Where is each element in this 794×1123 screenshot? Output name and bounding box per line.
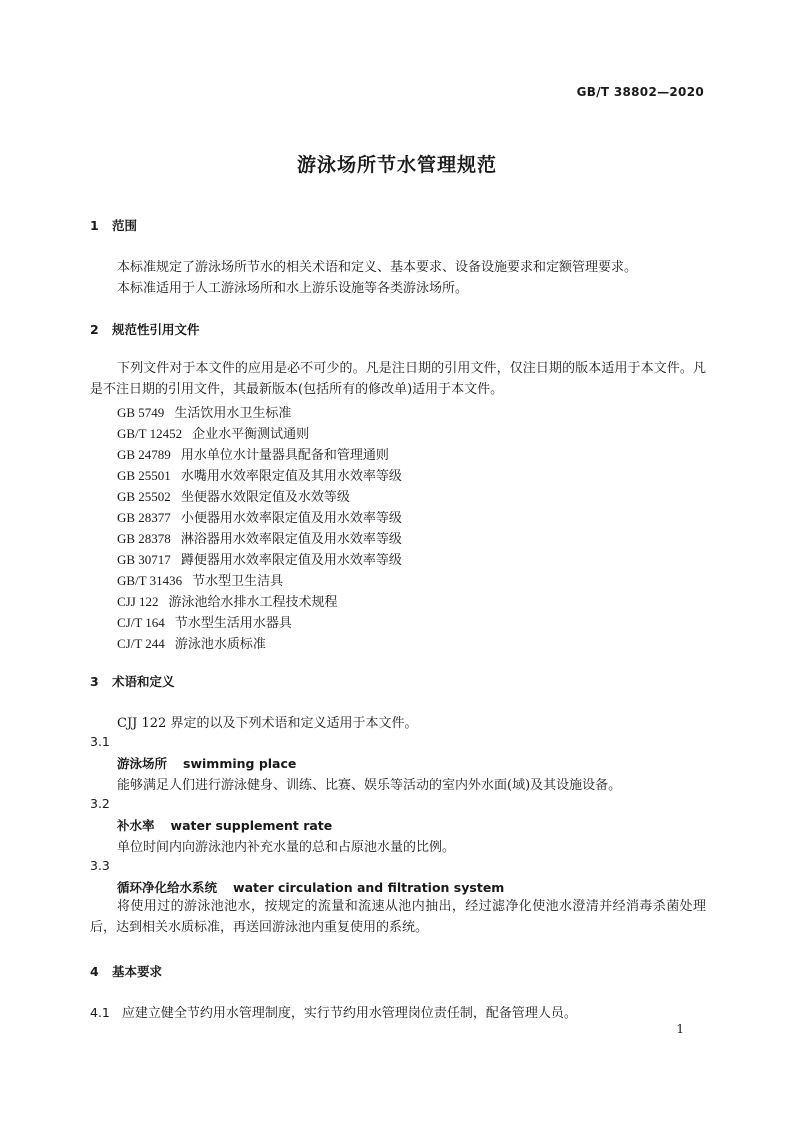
section-number: 2 [90,322,99,337]
term-heading [117,754,296,772]
reference-item [117,423,309,442]
reference-item [117,549,402,568]
reference-item [117,402,291,421]
section-number: 1 [90,218,99,233]
term-en: water circulation and filtration system [233,880,505,895]
clause-text: 应建立健全节约用水管理制度，实行节约用水管理岗位责任制，配备管理人员。 [121,1006,577,1021]
reference-item [117,486,350,505]
reference-code: GB 25501 [117,468,171,483]
clause-number: 4.1 [90,1005,110,1020]
term-definition: 单位时间内向游泳池内补充水量的总和占原池水量的比例。 [117,840,456,855]
section-title: 术语和定义 [112,674,175,689]
term-heading [117,816,332,834]
reference-code: CJJ 122 [117,594,159,609]
reference-code: CJ/T 244 [117,636,165,651]
section-1-heading [90,216,137,234]
reference-title: 小便器用水效率限定值及用水效率等级 [180,511,402,526]
reference-item [117,444,389,463]
reference-item [117,528,402,547]
reference-code: GB 28377 [117,510,171,525]
reference-code: GB/T 31436 [117,573,183,588]
reference-title: 坐便器水效限定值及水效等级 [180,490,350,505]
term-zh: 游泳场所 [117,756,168,771]
section-1-paragraph: 本标准适用于人工游泳场所和水上游乐设施等各类游泳场所。 [117,281,469,296]
term-zh: 循环净化给水系统 [117,880,218,895]
reference-item [117,591,338,610]
reference-title: 游泳池水质标准 [174,637,266,652]
reference-title: 生活饮用水卫生标准 [174,406,292,421]
reference-code: CJ/T 164 [117,615,165,630]
reference-title: 节水型生活用水器具 [174,616,292,631]
reference-title: 淋浴器用水效率限定值及用水效率等级 [180,532,402,547]
term-definition: 将使用过的游泳池池水，按规定的流量和流速从池内抽出，经过滤净化使池水澄清并经消毒杀菌处理后，达到相关水质标准，再送回游泳池内重复使用的系统。 [90,899,706,935]
term-number: 3.2 [90,796,110,811]
document-title: 游泳场所节水管理规范 [296,154,497,176]
clause-item [90,1002,577,1021]
reference-code: GB 25502 [117,489,171,504]
term-en: swimming place [183,756,297,771]
term-zh: 补水率 [117,818,155,833]
standard-code: GB/T 38802—2020 [576,85,704,99]
reference-title: 节水型卫生洁具 [192,574,284,589]
section-number: 4 [90,964,99,979]
section-title: 规范性引用文件 [112,322,200,337]
reference-title: 企业水平衡测试通则 [192,427,310,442]
term-number: 3.3 [90,858,110,873]
reference-title: 用水单位水计量器具配备和管理通则 [180,448,389,463]
section-title: 范围 [112,218,138,233]
section-4-heading [90,962,162,980]
reference-item [117,507,402,526]
reference-title: 水嘴用水效率限定值及其用水效率等级 [180,469,402,484]
section-3-intro: CJJ 122 界定的以及下列术语和定义适用于本文件。 [117,716,418,731]
reference-code: GB 30717 [117,552,171,567]
reference-code: GB 5749 [117,405,165,420]
section-2-intro: 下列文件对于本文件的应用是必不可少的。凡是注日期的引用文件，仅注日期的版本适用于本文件。凡是不注日期的引用文件，其最新版本(包括所有的修改单)适用于本文件。 [90,361,706,397]
section-3-heading [90,672,175,690]
reference-item [117,570,283,589]
section-title: 基本要求 [112,964,163,979]
reference-item [117,612,292,631]
term-en: water supplement rate [170,818,333,833]
reference-title: 蹲便器用水效率限定值及用水效率等级 [180,553,402,568]
term-number: 3.1 [90,734,110,749]
reference-code: GB/T 12452 [117,426,183,441]
section-1-paragraph: 本标准规定了游泳场所节水的相关术语和定义、基本要求、设备设施要求和定额管理要求。 [117,260,638,275]
section-2-heading [90,320,200,338]
reference-title: 游泳池给水排水工程技术规程 [168,595,338,610]
reference-item [117,465,402,484]
reference-code: GB 24789 [117,447,171,462]
section-number: 3 [90,674,99,689]
term-heading [117,878,504,896]
reference-code: GB 28378 [117,531,171,546]
reference-item [117,633,266,652]
page-number: 1 [676,1022,684,1036]
term-definition: 能够满足人们进行游泳健身、训练、比赛、娱乐等活动的室内外水面(域)及其设施设备。 [117,778,622,793]
